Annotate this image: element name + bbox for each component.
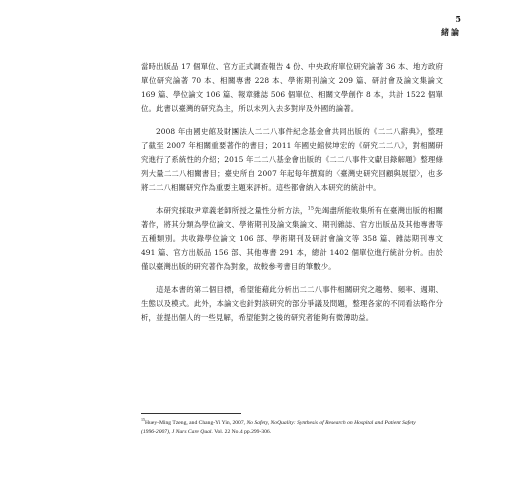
page-number: 5	[455, 14, 461, 24]
paragraph-1: 當時出版品 17 個單位、官方正式調查報告 4 份、中央政府單位研究論著 36 本、地方政府單位研究論著 70 本、相關專書 228 本、學術期刊論文 209 篇、研討會及論文集論文 169 篇、學位論文 106 篇、報章雜誌 506 個單位、相關文學創作 8 本，共計 1522 個單位。此書以臺灣的研究為主，所以未列入去多對岸及外國的論著。	[141, 62, 443, 113]
chapter-title: 緒論	[441, 27, 461, 37]
body-text	[141, 60, 443, 325]
paragraph-4: 這是本書的第二個目標，希望能藉此分析出二二八事件相關研究之趨勢、頻率、週期、生態以及模式。此外，本論文也針對該研究的部分爭議及問題，整理各家的不同看法略作分析，並提出個人的一些見解，希望能對之後的研究者能夠有微薄助益。	[141, 285, 443, 322]
footnote-reference[interactable]: 15	[307, 205, 315, 212]
paragraph-3	[141, 204, 443, 274]
footnote-number: 15	[141, 417, 145, 423]
footnote-title: No Safety, NoQuality: Synthesis of Research on Hospital and Patient Safety (1996-2007), J Nurs Care Qual.	[141, 420, 416, 435]
footnote-authors: Huey-Ming Tzeng, and Chang-Yi Yin, 2007,	[145, 420, 247, 426]
footnote	[141, 419, 431, 437]
paragraph-3-before: 本研究採取尹章義老師所授之量性分析方法，	[156, 206, 308, 215]
footnote-details: Vol. 22 No.4 pp.299-306.	[212, 429, 272, 435]
running-head	[441, 14, 461, 38]
paragraph-2: 2008 年由國史館及財團法人二二八事件紀念基金會共同出版的《二二八辭典》，整理了截至 2007 年相關重要著作的書目；2011 年國史館侯坤宏的《研究二二八》，對相關研究進行了系統性的介紹；2015 年二二八基金會出版的《二二八事件文獻目錄解題》整理條列大量二二八相關書目；臺史所自 2007 年起每年撰寫的〈臺灣史研究回顧與展望〉，也多將二二八相關研究作為重要主題來評析。這些都會納入本研究的統計中。	[141, 127, 443, 192]
footnote-divider	[141, 413, 241, 414]
paragraph-3-after: 先竭盡所能收集所有在臺灣出版的相關著作，將其分類為學位論文、學術期刊及論文集論文、期刊雜誌、官方出版品及其他專書等五種類別。共收錄學位論文 106 部、學術期刊及研討會論文等 358 篇、雜誌期刊專文 491 篇、官方出版品 156 部、其他專書 291 本，總計 1402 個單位進行統計分析。由於僅以臺灣出版的研究著作為對象，故較參考書目的筆數少。	[141, 206, 443, 271]
